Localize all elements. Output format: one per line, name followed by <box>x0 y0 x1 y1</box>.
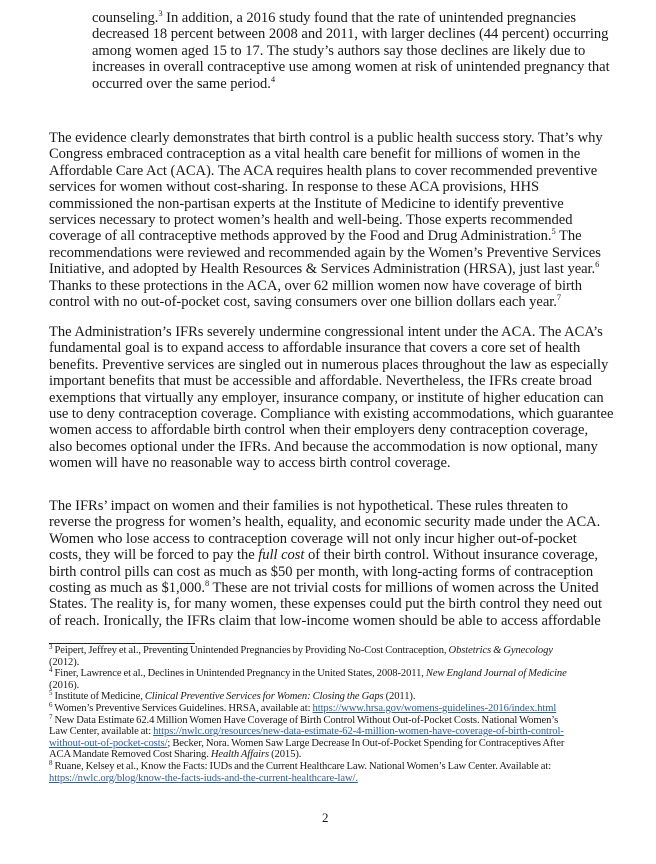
footnote-line <box>49 668 619 680</box>
text-run: The <box>555 228 582 245</box>
text-run: increases in overall contraceptive use among women at risk of unintended pregnancy that <box>92 59 610 76</box>
paragraph-line <box>49 196 609 212</box>
text-run: (2016). <box>49 679 80 691</box>
text-run: New Data Estimate 62.4 Million Women Have Coverage of Birth Control Without Out-of-Pocket Costs. National Women’s <box>52 714 559 726</box>
paragraph-line <box>49 439 609 455</box>
paragraph-line <box>92 43 612 59</box>
text-run: recommendations were reviewed and recommended again by the Women’s Preventive Services <box>49 244 601 261</box>
text-run: Institute of Medicine, <box>52 691 145 703</box>
footnote-link[interactable]: https://www.hrsa.gov/womens-guidelines-2016/index.html <box>312 702 557 714</box>
footnote-number: 4 <box>49 666 53 675</box>
paragraph-line <box>49 596 609 612</box>
footnote-link[interactable]: https://nwlc.org/blog/know-the-facts-iuds-and-the-current-healthcare-law/. <box>49 772 358 784</box>
text-run: birth control pills can cost as much as $50 per month, with long-acting forms of contraception <box>49 563 594 580</box>
text-run: The IFRs’ impact on women and their families is not hypothetical. These rules threaten to <box>49 498 569 514</box>
footnote-reference[interactable]: 6 <box>595 259 600 270</box>
text-run: costing as much as $1,000. <box>49 580 205 597</box>
text-run: ; Becker, Nora. Women Saw Large Decrease In Out-of-Pocket Spending for Contraceptives After <box>167 737 565 749</box>
paragraph-line <box>49 261 609 277</box>
footnote-reference[interactable]: 4 <box>270 73 276 84</box>
paragraph-line <box>49 547 609 563</box>
paragraph-4 <box>49 498 609 629</box>
italic-run: full cost <box>258 547 305 564</box>
text-run: Ruane, Kelsey et al., Know the Facts: IUDs and the Current Healthcare Law. National Women’s Law Center. Available at: <box>52 760 552 772</box>
text-run: Women’s Preventive Services Guidelines. HRSA, available at: <box>52 702 313 714</box>
footnote-number: 7 <box>49 712 53 721</box>
text-run: among women aged 15 to 17. The study’s authors say those declines are likely due to <box>92 42 586 59</box>
paragraph-line <box>49 245 609 261</box>
text-run: occurred over the same period. <box>92 75 271 92</box>
page-number: 2 <box>322 810 329 825</box>
footnote-line <box>49 657 619 669</box>
paragraph-1 <box>92 10 612 92</box>
text-run: These are not trivial costs for millions of women across the United <box>209 580 599 597</box>
footnote-6 <box>49 700 619 715</box>
text-run: (2015). <box>269 749 302 761</box>
text-run: States. The reality is, for many women, these expenses could put the birth control they need out <box>49 596 603 613</box>
text-run: Initiative, and adopted by Health Resources & Services Administration (HRSA), just last year. <box>49 261 596 278</box>
text-run: fundamental goal is to expand access to affordable insurance that covers a core set of health <box>49 340 581 357</box>
paragraph-line <box>49 580 609 596</box>
text-run: exemptions that virtually any employer, insurance company, or institute of higher education can <box>49 389 604 406</box>
paragraph-line <box>49 531 609 547</box>
paragraph-line <box>49 130 609 146</box>
text-run: costs, they will be forced to pay the <box>49 547 259 564</box>
footnote-reference[interactable]: 7 <box>556 292 562 303</box>
paragraph-line <box>49 422 609 438</box>
text-run: Thanks to these protections in the ACA, over 62 million women now have coverage of birth <box>49 277 583 294</box>
paragraph-2 <box>49 130 609 310</box>
paragraph-line <box>49 324 609 340</box>
footnote-4 <box>49 668 619 691</box>
paragraph-line <box>49 455 609 471</box>
italic-run: Health Affairs <box>210 749 270 761</box>
paragraph-3 <box>49 324 614 472</box>
footnote-link[interactable]: https://nwlc.org/resources/new-data-estimate-62-4-million-women-have-coverage-of-birth-control- <box>153 726 564 738</box>
footnote-reference[interactable]: 3 <box>158 8 163 18</box>
text-run: In addition, a 2016 study found that the rate of unintended pregnancies <box>162 10 576 26</box>
paragraph-line <box>49 406 614 423</box>
footnote-line <box>49 726 619 738</box>
paragraph-line <box>49 294 609 310</box>
text-run: services for women without cost-sharing. In response to these ACA provisions, HHS <box>49 179 540 196</box>
text-run: services necessary to protect women’s health and well-being. Those experts recommended <box>49 212 573 229</box>
paragraph-line <box>49 373 609 389</box>
footnote-line <box>49 738 619 750</box>
paragraph-line <box>49 212 609 228</box>
paragraph-line <box>49 564 609 580</box>
text-run: commissioned the non-partisan experts at the Institute of Medicine to identify preventive <box>49 195 564 212</box>
italic-run: New England Journal of Medicine <box>425 668 567 680</box>
text-run: Affordable Care Act (ACA). The ACA requires health plans to cover recommended preventive <box>49 162 598 179</box>
text-run: use to deny contraception coverage. Compliance with existing accommodations, which guarantee <box>49 406 614 423</box>
text-run: Peipert, Jeffrey et al., Preventing Unintended Pregnancies by Providing No-Cost Contraception, <box>52 645 449 656</box>
footnote-3 <box>49 645 619 668</box>
text-run: of their birth control. Without insurance coverage, <box>304 547 599 564</box>
footnote-number: 3 <box>49 643 53 651</box>
paragraph-line <box>49 390 609 406</box>
footnote-5 <box>49 691 619 703</box>
footnote-line <box>49 645 619 657</box>
italic-run: Obstetrics & Gynecology <box>448 645 553 656</box>
footnote-link[interactable]: without-out-of-pocket-costs/ <box>49 737 168 749</box>
footnote-reference[interactable]: 8 <box>204 578 210 589</box>
footnote-line <box>49 773 619 785</box>
text-run: reverse the progress for women’s health, equality, and economic security made under the ACA. <box>49 514 601 531</box>
italic-run: Clinical Preventive Services for Women: Closing the Gaps <box>144 691 384 703</box>
paragraph-line <box>92 59 612 75</box>
footnote-reference[interactable]: 5 <box>551 226 556 237</box>
text-run: coverage of all contraceptive methods approved by the Food and Drug Administration. <box>49 228 552 245</box>
paragraph-line <box>92 73 612 92</box>
text-run: counseling. <box>92 10 159 26</box>
text-run: control with no out-of-pocket cost, saving consumers over one billion dollars each year. <box>49 294 557 311</box>
paragraph-line <box>49 278 609 294</box>
footnote-number: 6 <box>49 700 53 709</box>
footnote-number: 8 <box>49 758 53 767</box>
paragraph-line <box>49 179 609 195</box>
paragraph-line <box>49 498 609 514</box>
paragraph-line <box>49 514 609 530</box>
paragraph-line <box>49 146 609 162</box>
text-run: also becomes optional under the IFRs. And because the accommodation is now optional, many <box>49 438 598 455</box>
footnote-line <box>49 712 619 727</box>
text-run: benefits. Preventive services are singled out in numerous places throughout the law as especially <box>49 356 609 373</box>
paragraph-line <box>92 26 612 42</box>
footnote-number: 5 <box>49 689 53 698</box>
footnote-separator <box>49 643 195 644</box>
paragraph-line <box>49 613 609 629</box>
text-run: (2011). <box>383 691 416 703</box>
footnote-8 <box>49 758 619 784</box>
paragraph-line <box>49 163 609 179</box>
text-run: ACA Mandate Removed Cost Sharing. <box>49 749 211 761</box>
text-run: The evidence clearly demonstrates that birth control is a public health success story. That’s why <box>49 130 603 146</box>
text-run: Finer, Lawrence et al., Declines in Unintended Pregnancy in the United States, 2008-2011, <box>52 668 426 680</box>
footnote-line <box>49 758 619 773</box>
paragraph-line <box>49 357 609 373</box>
text-run: (2012). <box>49 656 80 668</box>
text-run: Women who lose access to contraception coverage will not only incur higher out-of-pocket <box>49 530 577 547</box>
text-run: decreased 18 percent between 2008 and 2011, with larger declines (44 percent) occurring <box>92 26 609 43</box>
footnote-line <box>49 680 619 692</box>
paragraph-line <box>92 10 612 26</box>
footnotes <box>49 645 619 784</box>
footnote-7 <box>49 712 619 761</box>
footnote-line <box>49 691 619 703</box>
footnote-line <box>49 700 619 715</box>
text-run: women access to affordable birth control when their employers deny contraception coverage, <box>49 422 589 439</box>
paragraph-line <box>49 340 609 356</box>
text-run: important benefits that must be accessible and affordable. Nevertheless, the IFRs create broad <box>49 373 592 390</box>
text-run: women will have no reasonable way to access birth control coverage. <box>49 455 451 472</box>
text-run: of reach. Ironically, the IFRs claim that low-income women should be able to access affordable <box>49 612 601 629</box>
paragraph-line <box>49 228 609 244</box>
text-run: The Administration’s IFRs severely undermine congressional intent under the ACA. The ACA’s <box>49 324 603 340</box>
text-run: Law Center, available at: <box>49 726 154 738</box>
footnote-line <box>49 749 619 761</box>
text-run: Congress embraced contraception as a vital health care benefit for millions of women in the <box>49 146 581 163</box>
